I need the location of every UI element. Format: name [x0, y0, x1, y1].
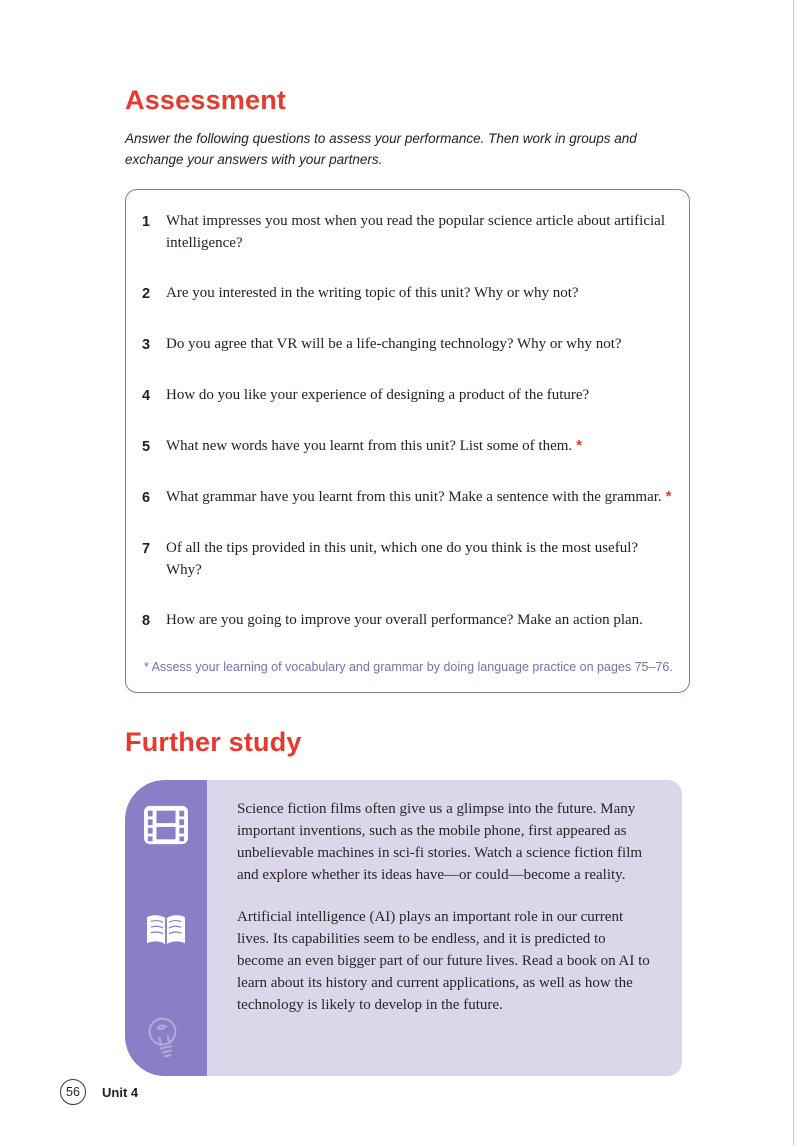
question-asterisk: *: [576, 436, 583, 454]
question-item-1: [142, 210, 675, 254]
question-text: [166, 537, 675, 581]
assessment-footnote: * Assess your learning of vocabulary and grammar by doing language practice on pages 75–76.: [144, 659, 673, 674]
question-item-3: [142, 333, 675, 356]
question-text: [166, 384, 675, 407]
further-study-panel: [125, 780, 682, 1076]
assessment-title: Assessment: [125, 85, 287, 115]
question-item-5: [142, 435, 675, 458]
question-text: [166, 609, 675, 632]
question-text: [166, 333, 675, 356]
further-study-paragraph: Science fiction films often give us a glimpse into the future. Many important inventions, such as the mobile phone, first appeared as unbelievable machines in sci-fi stories. Watch a science fiction film and explore whether its ideas have—or could—become a reality.: [237, 800, 643, 883]
question-item-6: [142, 486, 675, 509]
page-number-badge: 56: [60, 1079, 86, 1105]
unit-label: Unit 4: [102, 1084, 139, 1100]
page-edge-line: [793, 0, 794, 1145]
further-study-item-book: [125, 906, 654, 1016]
question-text-body: Do you agree that VR will be a life-changing technology? Why or why not?: [166, 335, 622, 352]
question-text-body: Of all the tips provided in this unit, which one do you think is the most useful? Why?: [166, 539, 639, 578]
question-number: 5: [142, 438, 151, 455]
question-text-body: How are you going to improve your overall performance? Make an action plan.: [166, 611, 643, 628]
question-number: 3: [142, 336, 151, 353]
question-text-body: What new words have you learnt from this unit? List some of them.: [166, 437, 573, 454]
further-study-title: Further study: [125, 726, 302, 757]
question-text-body: What grammar have you learnt from this unit? Make a sentence with the grammar.: [166, 488, 662, 505]
question-number: 8: [142, 612, 151, 629]
further-study-paragraph: Artificial intelligence (AI) plays an important role in our current lives. Its capabilities seem to be endless, and it is predicted to become an even bigger part of our future lives. Read a book on AI to learn about its history and current applications, as well as how the technology is likely to develop in the future.: [237, 908, 650, 1013]
film-icon: [125, 798, 207, 886]
question-item-2: [142, 282, 675, 305]
assessment-instructions: Answer the following questions to assess your performance. Then work in groups and exchange your answers with your partners.: [125, 131, 637, 167]
question-number: 7: [142, 540, 151, 557]
question-item-8: [142, 609, 675, 632]
question-text: [166, 435, 675, 458]
page-footer: [60, 1079, 138, 1105]
question-number: 4: [142, 387, 151, 404]
question-item-7: [142, 537, 675, 581]
question-asterisk: *: [665, 487, 672, 505]
book-icon: [125, 906, 207, 1016]
question-number: 1: [142, 213, 151, 230]
question-number: 2: [142, 285, 151, 302]
questions-box: [125, 189, 690, 693]
question-text-body: How do you like your experience of designing a product of the future?: [166, 386, 590, 403]
question-number: 6: [142, 489, 151, 506]
question-text: [166, 210, 675, 254]
question-text-body: Are you interested in the writing topic of this unit? Why or why not?: [166, 284, 579, 301]
question-text-body: What impresses you most when you read the popular science article about artificial intelligence?: [166, 212, 665, 251]
question-text: [166, 282, 675, 305]
question-item-4: [142, 384, 675, 407]
question-text: [166, 486, 675, 509]
further-study-item-film: [125, 798, 654, 886]
further-study-content: [125, 780, 682, 1076]
